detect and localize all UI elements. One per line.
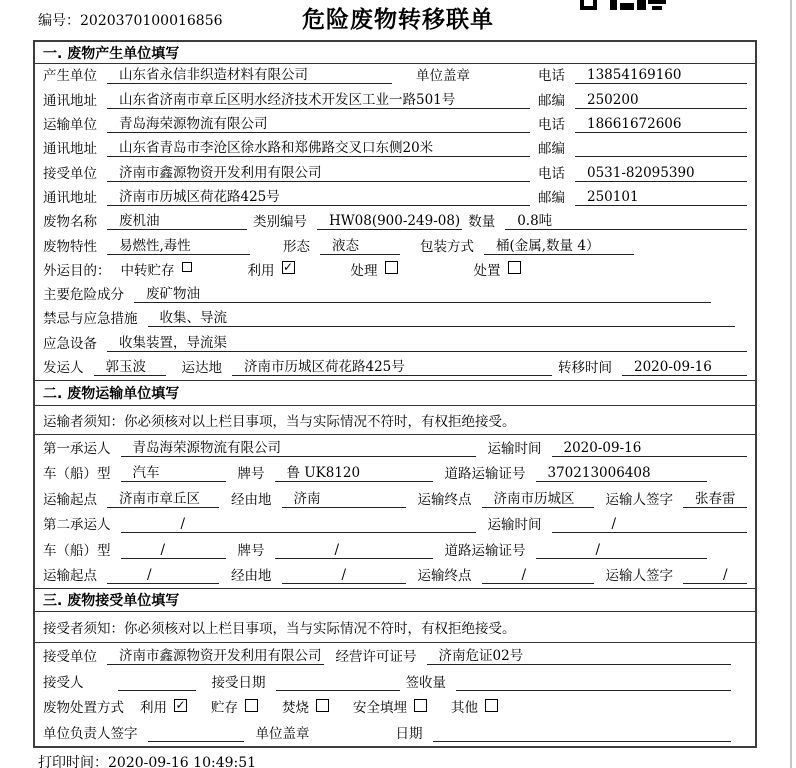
receiver-label: 接受单位	[43, 165, 97, 182]
option-text: 中转贮存	[120, 262, 175, 279]
section3-header: 三. 废物接受单位填写	[35, 588, 755, 612]
option-text: 处置	[473, 262, 501, 279]
form-value: 液态	[320, 237, 400, 255]
receiving-unit-label: 接受单位	[43, 648, 97, 665]
row-hazard-component	[43, 283, 747, 307]
disposal-option-other	[451, 696, 498, 716]
checkbox-disposal-landfill	[414, 699, 427, 712]
purpose-option-treat	[351, 259, 398, 279]
quantity-label: 数量	[468, 214, 496, 231]
serial-value: 2020370100016856	[80, 13, 223, 29]
option-text: 贮存	[211, 700, 238, 717]
packaging-label: 包装方式	[420, 238, 474, 255]
vehicle1-value: 汽车	[121, 464, 226, 482]
carrier-sign1-label: 运输人签字	[605, 491, 673, 508]
carrier-sign2-label: 运输人签字	[605, 568, 673, 584]
row-producer	[43, 64, 747, 88]
section2-header: 二. 废物运输单位填写	[35, 380, 755, 406]
plate2-value: /	[275, 541, 433, 559]
emergency-measures-value: 收集、导流	[148, 309, 736, 327]
row-emergency-equipment	[43, 331, 747, 355]
checkbox-disposal-store	[245, 699, 258, 712]
origin2-value: /	[107, 566, 219, 584]
row-manager-signature	[43, 720, 747, 746]
checkbox-utilize-checked: ✓	[282, 260, 294, 275]
form-label: 形态	[283, 238, 310, 255]
transporter-notice: 运输者须知：你必须核对以上栏目事项，当与实际情况不符时，有权拒绝接受。	[35, 406, 755, 435]
receiving-unit-value: 济南市鑫源物资开发利用有限公司	[107, 647, 324, 665]
row-waste-characteristics	[43, 234, 747, 258]
print-time-value: 2020-09-16 10:49:51	[108, 755, 257, 768]
phone1-value: 13854169160	[575, 66, 747, 84]
address3-label: 通讯地址	[43, 189, 97, 206]
carrier2-label: 第二承运人	[43, 517, 111, 533]
disposal-option-incinerate	[282, 696, 329, 716]
origin1-label: 运输起点	[43, 491, 97, 508]
row-vehicle1	[43, 461, 747, 487]
row-route2	[43, 563, 747, 589]
transfer-time-value: 2020-09-16	[622, 358, 747, 376]
date-value	[433, 724, 732, 742]
vehicle2-value: /	[121, 541, 226, 559]
row-receiver	[43, 161, 747, 185]
hazard-value: 废矿物油	[134, 285, 711, 303]
section3-body	[35, 643, 755, 746]
plate2-label: 牌号	[237, 542, 265, 559]
zip2-label: 邮编	[538, 141, 565, 158]
transporter-label: 运输单位	[43, 116, 97, 133]
disposal-option-utilize	[140, 696, 187, 716]
address2-value: 山东省青岛市李沧区徐水路和郑佛路交叉口东侧20米	[107, 139, 530, 157]
disposal-method-label: 废物处置方式	[43, 700, 124, 717]
manifest-form	[33, 40, 757, 748]
received-quantity-label: 签收量	[405, 674, 446, 691]
emergency-measures-label: 禁忌与应急措施	[43, 311, 138, 328]
quantity-value: 0.8吨	[505, 212, 747, 230]
row-shipper	[43, 356, 747, 380]
page-title: 危险废物转移联单	[302, 7, 494, 33]
option-text: 利用	[247, 262, 275, 279]
receiving-date-label: 接受日期	[211, 674, 266, 691]
road-license1-label: 道路运输证号	[444, 466, 526, 482]
characteristics-value: 易燃性,毒性	[107, 237, 250, 255]
road-license2-value: /	[536, 541, 708, 559]
purpose-option-dispose	[474, 259, 521, 279]
address1-value: 山东省济南市章丘区明水经济技术开发区工业一路501号	[107, 91, 530, 109]
hazard-label: 主要危险成分	[43, 287, 124, 304]
serial-label: 编号：	[38, 13, 80, 29]
page-edge-line	[790, 0, 792, 768]
carrier2-value: /	[121, 515, 476, 533]
received-quantity-value	[456, 673, 731, 691]
zip2-value	[575, 139, 747, 157]
carrier-sign2-value: /	[683, 566, 747, 584]
row-vehicle2	[43, 537, 747, 563]
address3-value: 济南市历城区荷花路425号	[107, 188, 530, 206]
destination-value: 济南市历城区荷花路425号	[232, 358, 552, 376]
endpoint1-value: 济南市历城区	[482, 490, 594, 508]
road-license1-value: 370213006408	[536, 464, 708, 482]
row-transporter-address	[43, 137, 747, 161]
via2-label: 经由地	[231, 568, 272, 584]
carrier-sign1-value: 张春雷	[683, 490, 747, 508]
endpoint2-label: 运输终点	[417, 568, 472, 584]
section2-body	[35, 435, 755, 588]
receiver-notice: 接受者须知：你必须核对以上栏目事项，当与实际情况不符时，有权拒绝接受。	[35, 612, 755, 643]
shipper-value: 郭玉波	[94, 358, 166, 376]
plate1-label: 牌号	[237, 466, 265, 482]
permit-label: 经营许可证号	[335, 648, 417, 665]
row-transporter	[43, 113, 747, 137]
receiving-person-label: 接受人	[43, 674, 84, 691]
category-label: 类别编号	[253, 214, 307, 231]
row-disposal-method	[43, 695, 747, 721]
option-text: 安全填埋	[353, 700, 407, 717]
manager-signature-label: 单位负责人签字	[43, 726, 138, 742]
unit-seal-label: 单位盖章	[416, 68, 470, 85]
checkbox-transfer-storage	[182, 262, 192, 272]
category-value: HW08(900-249-08)	[317, 212, 462, 230]
emergency-equipment-value: 收集装置，导流渠	[107, 334, 747, 352]
address1-label: 通讯地址	[43, 92, 97, 109]
unit-seal2-label: 单位盖章	[255, 726, 310, 742]
via2-value: /	[282, 566, 406, 584]
disposal-option-store	[211, 696, 258, 716]
section1-header: 一. 废物产生单位填写	[35, 42, 755, 64]
transport-time2-value: /	[552, 515, 748, 533]
receiver-value: 济南市鑫源物资开发利用有限公司	[107, 164, 530, 182]
carrier1-value: 青岛海荣源物流有限公司	[121, 439, 476, 457]
zip3-label: 邮编	[538, 189, 565, 206]
phone2-value: 18661672606	[575, 115, 747, 133]
print-time-line	[38, 752, 256, 768]
checkbox-treat	[385, 261, 398, 274]
phone1-label: 电话	[538, 68, 565, 85]
via1-label: 经由地	[231, 491, 272, 508]
disposal-option-landfill	[353, 696, 427, 716]
row-first-carrier	[43, 435, 747, 461]
carrier1-label: 第一承运人	[43, 440, 111, 457]
qr-code-fragment	[580, 0, 666, 11]
zip3-value: 250101	[575, 188, 747, 206]
row-receiver-address	[43, 186, 747, 210]
row-receiving-person	[43, 669, 747, 695]
endpoint1-label: 运输终点	[417, 491, 472, 508]
row-receiving-unit	[43, 643, 747, 669]
transport-time1-label: 运输时间	[487, 440, 542, 457]
date-label: 日期	[395, 726, 423, 742]
plate1-value: 鲁 UK8120	[275, 464, 433, 482]
row-emergency-measures	[43, 307, 747, 331]
destination-label: 运达地	[181, 360, 222, 377]
phone3-value: 0531-82095390	[575, 164, 747, 182]
receiving-person-value	[118, 673, 196, 691]
phone2-label: 电话	[538, 116, 565, 133]
print-time-label: 打印时间：	[38, 755, 108, 768]
shipper-label: 发运人	[43, 360, 84, 377]
waste-name-label: 废物名称	[43, 214, 97, 231]
transporter-value: 青岛海荣源物流有限公司	[107, 115, 530, 133]
emergency-equipment-label: 应急设备	[43, 335, 97, 352]
vehicle1-label: 车（船）型	[43, 466, 111, 482]
road-license2-label: 道路运输证号	[444, 542, 526, 559]
origin1-value: 济南市章丘区	[107, 490, 219, 508]
row-route1	[43, 486, 747, 512]
origin2-label: 运输起点	[43, 568, 97, 584]
section1-body	[35, 64, 755, 380]
phone3-label: 电话	[538, 165, 565, 182]
via1-value: 济南	[282, 490, 406, 508]
checkbox-disposal-incinerate	[316, 699, 329, 712]
vehicle2-label: 车（船）型	[43, 542, 111, 559]
checkbox-disposal-utilize-checked: ✓	[175, 697, 186, 712]
purpose-option-utilize	[248, 259, 295, 279]
purpose-label: 外运目的：	[43, 262, 111, 279]
row-producer-address	[43, 88, 747, 112]
manager-signature-value	[148, 724, 244, 742]
transport-time2-label: 运输时间	[487, 517, 542, 533]
row-second-carrier	[43, 512, 747, 538]
row-transfer-purpose	[43, 259, 747, 283]
waste-name-value: 废机油	[107, 212, 247, 230]
option-text: 处理	[350, 262, 378, 279]
producer-label: 产生单位	[43, 68, 97, 85]
row-waste-name	[43, 210, 747, 234]
receiving-date-value	[276, 673, 400, 691]
address2-label: 通讯地址	[43, 141, 97, 158]
option-text: 焚烧	[282, 700, 309, 717]
checkbox-disposal-other	[485, 699, 498, 712]
zip1-value: 250200	[575, 91, 747, 109]
purpose-option-transfer-storage	[121, 259, 192, 279]
endpoint2-value: /	[482, 566, 594, 584]
transfer-time-label: 转移时间	[558, 360, 612, 377]
option-text: 利用	[140, 700, 167, 717]
producer-value: 山东省永信非织造材料有限公司	[107, 66, 392, 84]
characteristics-label: 废物特性	[43, 238, 97, 255]
option-text: 其他	[451, 700, 478, 717]
packaging-value: 桶(金属,数量 4）	[484, 237, 634, 255]
transport-time1-value: 2020-09-16	[552, 439, 748, 457]
zip1-label: 邮编	[538, 92, 565, 109]
permit-value: 济南危证02号	[427, 647, 732, 665]
checkbox-dispose	[508, 261, 521, 274]
